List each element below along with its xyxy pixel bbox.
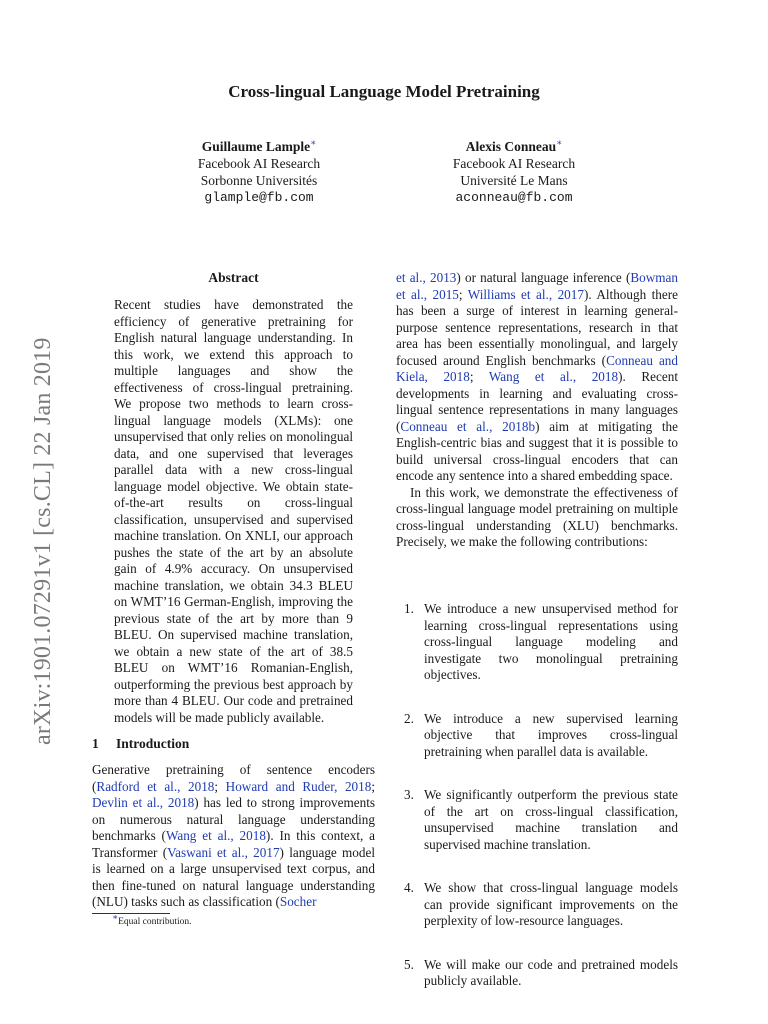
author-email: aconneau@fb.com: [455, 190, 573, 205]
text-run: ) aim at mitigating the English-centric bias and suggest that it is possible to build universal cross-lingual encoders that can encode any sentence into a shared embedding space.: [396, 418, 678, 483]
citation-link[interactable]: Conneau et al., 2018b: [400, 418, 536, 434]
arxiv-watermark: arXiv:1901.07291v1 [cs.CL] 22 Jan 2019: [30, 337, 56, 745]
text-run: Generative pretraining of sentence encoders (: [92, 762, 375, 794]
citation-link[interactable]: Vaswani et al., 2017: [167, 844, 280, 860]
section-heading-introduction: [92, 736, 189, 752]
citation-link[interactable]: Wang et al., 2018: [488, 369, 619, 384]
abstract-heading: Abstract: [208, 270, 259, 285]
footnote-text: Equal contribution.: [118, 917, 192, 928]
citation-link[interactable]: Bowman et al., 2015: [396, 270, 678, 302]
list-text: We show that cross-lingual language models can provide significant improvements on the perplexity of low-resource languages.: [424, 880, 678, 928]
introduction-paragraph: [92, 762, 375, 911]
text-run: ;: [469, 369, 489, 384]
list-item: [404, 711, 678, 761]
citation-link[interactable]: Radford et al., 2018: [96, 778, 215, 794]
citation-link[interactable]: Conneau and Kiela, 2018: [396, 352, 678, 384]
list-number: 1.: [404, 601, 414, 616]
author-affiliation: Université Le Mans: [460, 173, 568, 188]
author-name: Guillaume Lample: [201, 139, 311, 154]
citation-link[interactable]: et al., 2013: [396, 270, 457, 285]
footnote-rule: [92, 913, 170, 914]
paper-title: Cross-lingual Language Model Pretraining: [228, 82, 540, 101]
list-item: [404, 880, 678, 930]
list-text: We significantly outperform the previous state of the art on cross-lingual classification, unsupervised machine translation and supervised machine translation.: [424, 787, 678, 852]
author-email: glample@fb.com: [204, 190, 314, 205]
footnote: [112, 912, 192, 928]
list-text: We will make our code and pretrained models publicly available.: [424, 956, 678, 988]
citation-link[interactable]: Socher: [279, 894, 317, 909]
abstract-text: Recent studies have demonstrated the efficiency of generative pretraining for English natural language understanding. In this work, we extend this approach to multiple languages and show the effectiveness of cross-lingual pretraining. We propose two methods to learn cross-lingual language models (XLMs): one unsupervised that only relies on monolingual data, and one supervised that leverages parallel data with a new cross-lingual language model objective. We obtain state-of-the-art results on cross-lingual classification, unsupervised and supervised machine translation. On XNLI, our approach pushes the state of the art by an absolute gain of 4.9% accuracy. On unsupervised machine translation, we obtain 34.3 BLEU on WMT’16 German-English, improving the previous state of the art by more than 9 BLEU. On supervised machine translation, we obtain a new state of the art of 38.5 BLEU on WMT’16 Romanian-English, outperforming the previous best approach by more than 4 BLEU. Our code and pretrained models will be made publicly available.: [114, 297, 353, 725]
list-number: 4.: [404, 880, 414, 895]
text-run: ) language model is learned on a large unsupervised text corpus, and then fine-tuned on natural language understanding (NLU) tasks such as classification (: [92, 844, 376, 909]
intro-continuation-paragraph: [396, 270, 678, 485]
citation-link[interactable]: Devlin et al., 2018: [92, 795, 195, 810]
section-number: 1: [92, 736, 99, 751]
text-run: ) or natural language inference (: [456, 270, 631, 285]
citation-link[interactable]: Williams et al., 2017: [467, 286, 584, 302]
list-item: [404, 957, 678, 990]
work-paragraph: In this work, we demonstrate the effectiveness of cross-lingual language model pretraining on multiple cross-lingual understanding (XLU) benchmarks. Precisely, we make the following contributions:: [396, 484, 678, 549]
author-block-2: [394, 138, 634, 206]
text-run: ;: [214, 778, 226, 794]
author-footnote-mark[interactable]: ∗: [556, 137, 563, 148]
list-text: We introduce a new supervised learning objective that improves cross-lingual pretraining when parallel data is available.: [424, 710, 678, 759]
text-run: ) has led to strong improvements on numerous natural language understanding benchmarks (: [92, 795, 375, 843]
list-number: 3.: [404, 787, 414, 802]
author-affiliation: Sorbonne Universités: [200, 173, 318, 188]
author-affiliation: Facebook AI Research: [197, 156, 321, 171]
text-run: ;: [371, 778, 376, 794]
author-name: Alexis Conneau: [465, 139, 557, 154]
text-run: ). Recent developments in learning and evaluating cross-lingual sentence representations in many languages (: [396, 369, 678, 434]
list-number: 5.: [404, 956, 414, 972]
list-number: 2.: [404, 710, 414, 726]
author-block-1: [139, 138, 379, 206]
text-run: ;: [458, 286, 468, 302]
list-text: We introduce a new unsupervised method for learning cross-lingual representations using cross-lingual language modeling and investigate two monolingual pretraining objectives.: [424, 601, 678, 682]
contributions-list: [404, 601, 678, 1017]
author-footnote-mark[interactable]: ∗: [310, 137, 317, 148]
citation-link[interactable]: Wang et al., 2018: [165, 828, 266, 843]
list-item: [404, 787, 678, 853]
list-item: [404, 601, 678, 684]
footnote-mark: ∗: [112, 912, 119, 922]
author-affiliation: Facebook AI Research: [452, 156, 576, 171]
text-run: ). Although there has been a surge of interest in learning general-purpose sentence representations, research in that area has been essentially monolingual, and largely focused around English benchmarks (: [396, 286, 678, 368]
citation-link[interactable]: Howard and Ruder, 2018: [225, 778, 372, 794]
section-title: Introduction: [116, 736, 190, 751]
text-run: ). In this context, a Transformer (: [92, 828, 375, 860]
right-column: [396, 270, 678, 551]
